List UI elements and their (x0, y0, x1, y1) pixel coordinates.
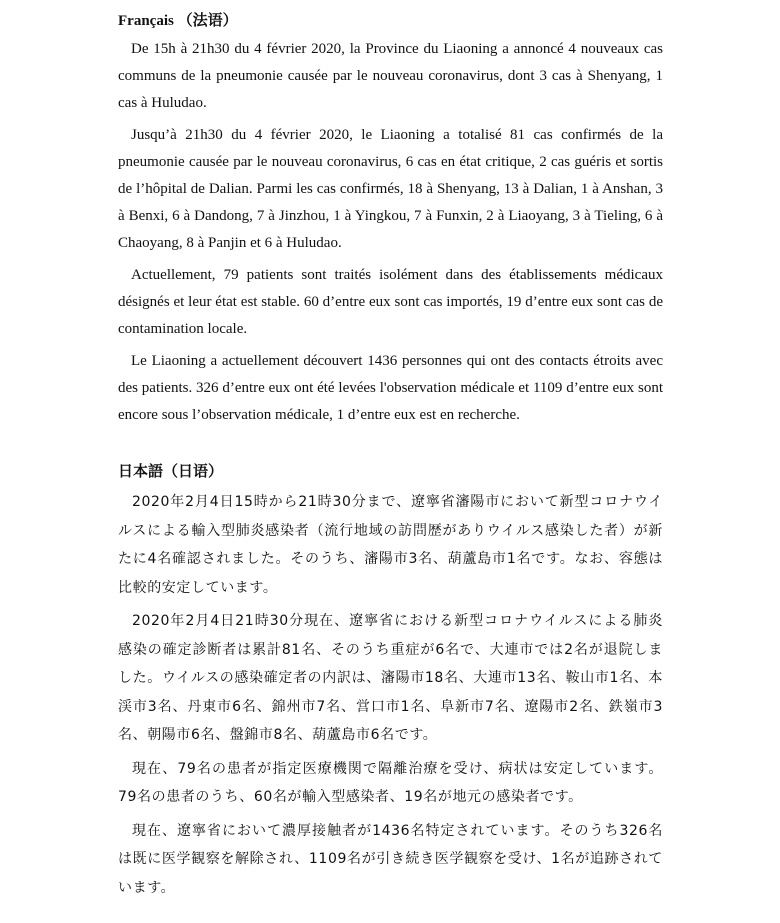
document-page (118, 10, 663, 907)
japanese-paragraph-3: 現在、79名の患者が指定医療機関で隔離治療を受け、病状は安定しています。79名の患者のうち、60名が輸入型感染者、19名が地元の感染者です。 (118, 760, 663, 805)
japanese-paragraph-4: 現在、遼寧省において濃厚接触者が1436名特定されています。そのうち326名は既に医学観察を解除され、1109名が引き続き医学観察を受け、1名が追跡されています。 (118, 822, 663, 896)
japanese-paragraph-2: 2020年2月4日21時30分現在、遼寧省における新型コロナウイルスによる肺炎感染の確定診断者は累計81名、そのうち重症が6名で、大連市では2名が退院しました。ウイルスの感染確定者の内訳は、瀋陽市18名、大連市13名、鞍山市1名、本渓市3名、丹東市6名、錦州市7名、営口市1名、阜新市7名、遼陽市2名、鉄嶺市3名、朝陽市6名、盤錦市8名、葫蘆島市6名です。 (118, 613, 663, 743)
section-divider-space (118, 434, 663, 458)
japanese-section (118, 460, 663, 902)
french-paragraph-2: Jusqu’à 21h30 du 4 février 2020, le Liaoning a totalisé 81 cas confirmés de la pneumonie causée par le nouveau coronavirus, 6 cas en état critique, 2 cas guéris et sortis de l’hôpital de Dalian. Parmi les cas confirmés, 18 à Shenyang, 13 à Dalian, 1 à Anshan, 3 à Benxi, 6 à Dandong, 7 à Jinzhou, 1 à Yingkou, 7 à Funxin, 2 à Liaoyang, 3 à Tieling, 6 à Chaoyang, 8 à Panjin et 6 à Huludao. (118, 127, 663, 251)
french-section (118, 10, 663, 429)
french-paragraph-1: De 15h à 21h30 du 4 février 2020, la Province du Liaoning a annoncé 4 nouveaux cas communs de la pneumonie causée par le nouveau coronavirus, dont 3 cas à Shenyang, 1 cas à Huludao. (118, 41, 663, 111)
japanese-heading: 日本語（日语） (118, 462, 224, 480)
french-heading: Français （法语） (118, 13, 238, 29)
japanese-paragraph-1: 2020年2月4日15時から21時30分まで、遼寧省瀋陽市において新型コロナウイルスによる輸入型肺炎感染者（流行地域の訪問歴がありウイルス感染した者）が新たに4名確認されました。そのうち、瀋陽市3名、葫蘆島市1名です。なお、容態は比較的安定しています。 (118, 494, 663, 596)
french-paragraph-3: Actuellement, 79 patients sont traités isolément dans des établissements médicaux désignés et leur état est stable. 60 d’entre eux sont cas importés, 19 d’entre eux sont cas de contamination locale. (118, 267, 663, 337)
french-paragraph-4: Le Liaoning a actuellement découvert 1436 personnes qui ont des contacts étroits avec des patients. 326 d’entre eux ont été levées l'observation médicale et 1109 d’entre eux sont encore sous l’observation médicale, 1 d’entre eux est en recherche. (118, 353, 663, 423)
